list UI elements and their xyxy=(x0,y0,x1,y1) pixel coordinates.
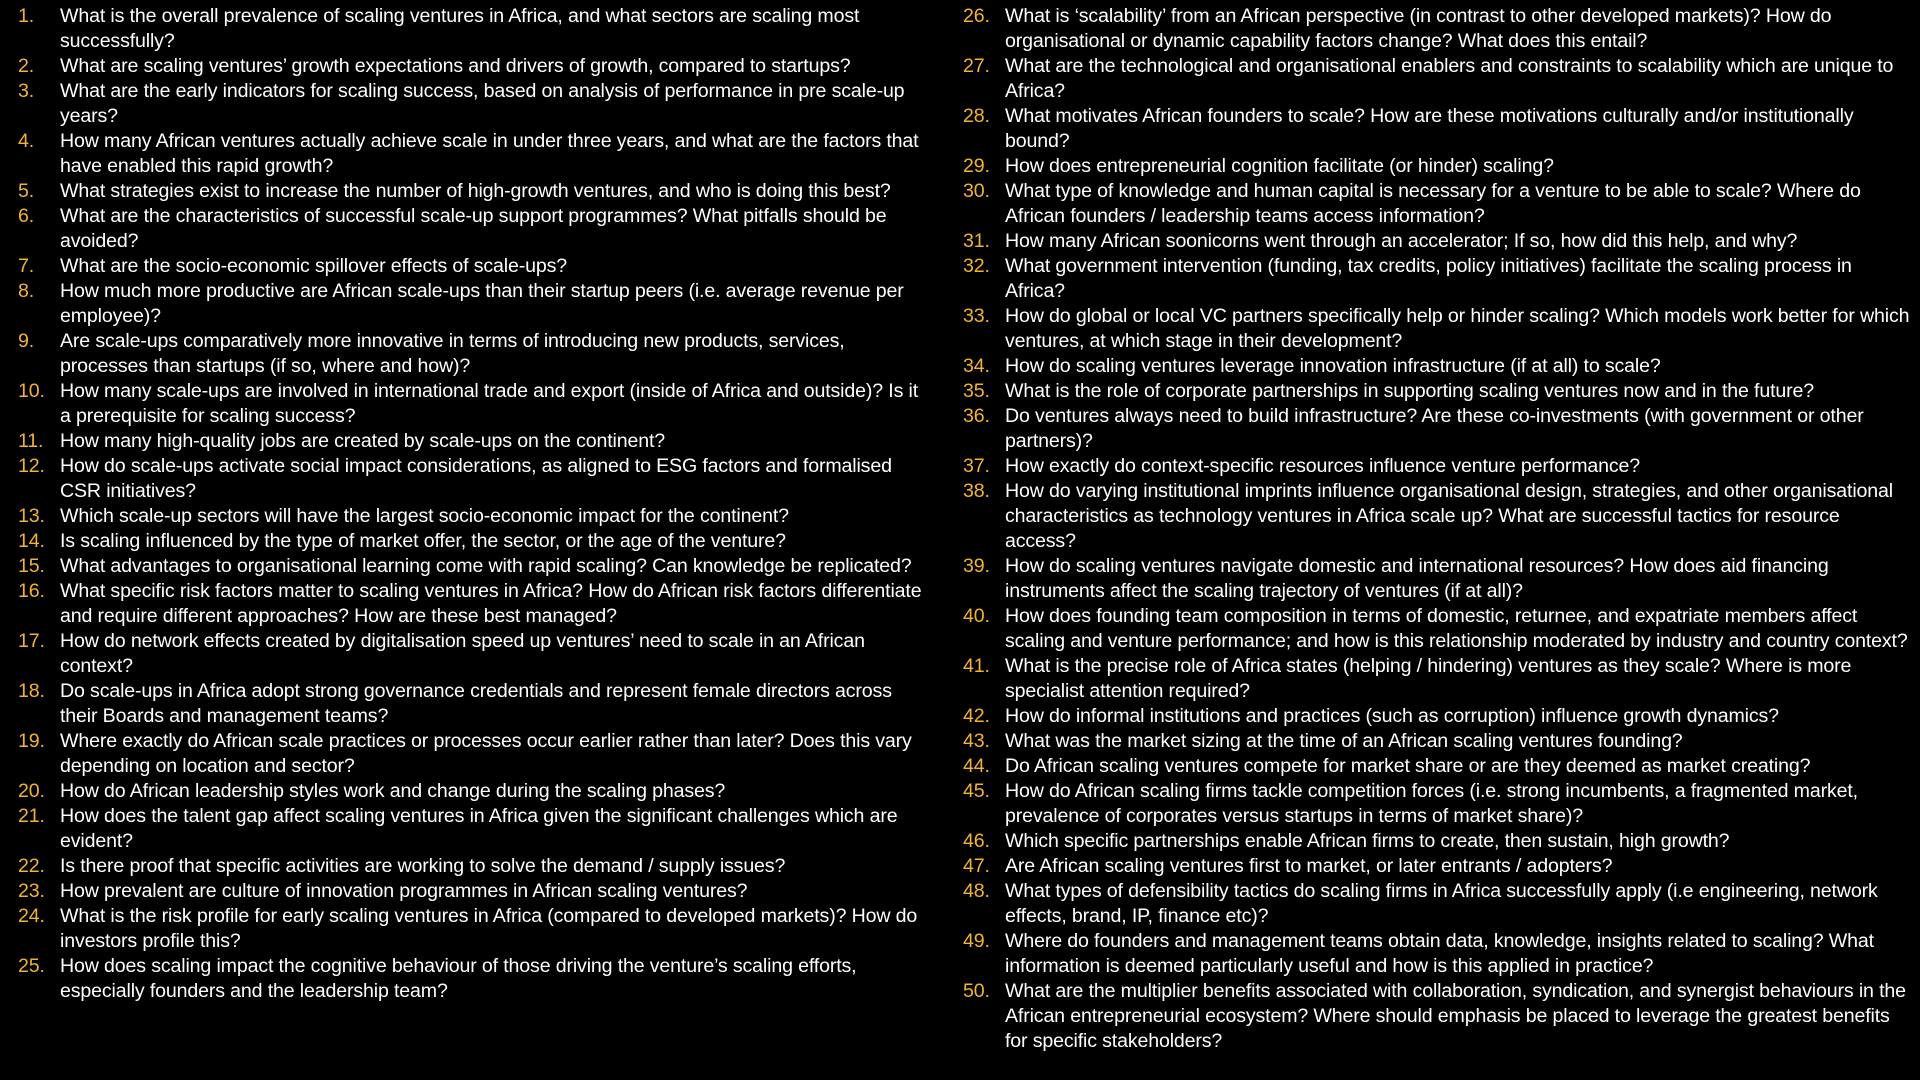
question-item xyxy=(18,779,933,804)
question-text: What type of knowledge and human capital is necessary for a venture to be able to scale? Where do African founders / leadership teams access information? xyxy=(1005,180,1861,227)
question-list-left xyxy=(18,4,933,1004)
question-text: How do African scaling firms tackle competition forces (i.e. strong incumbents, a fragmented market, prevalence of corporates versus startups in terms of market share)? xyxy=(1005,780,1858,827)
question-item xyxy=(963,829,1913,854)
question-number: 38. xyxy=(963,480,990,502)
question-text: What are the technological and organisational enablers and constraints to scalability which are unique to Africa? xyxy=(1005,55,1894,102)
question-item xyxy=(18,454,933,504)
question-number: 11. xyxy=(18,430,44,452)
question-item xyxy=(18,904,933,954)
question-item xyxy=(963,979,1913,1054)
question-text: Do scale-ups in Africa adopt strong governance credentials and represent female directors across their Boards and management teams? xyxy=(60,680,892,727)
question-text: How do varying institutional imprints influence organisational design, strategies, and other organisational characteristics as technology ventures in Africa scale up? What are successful tactics for resource access? xyxy=(1005,480,1893,552)
question-item xyxy=(963,854,1913,879)
question-number: 41. xyxy=(963,655,990,677)
question-item xyxy=(18,279,933,329)
question-text: How does the talent gap affect scaling ventures in Africa given the significant challenges which are evident? xyxy=(60,805,898,852)
question-number: 50. xyxy=(963,980,990,1002)
question-number: 43. xyxy=(963,730,990,752)
question-number: 32. xyxy=(963,255,990,277)
question-text: What is the precise role of Africa states (helping / hindering) ventures as they scale? Where is more specialist attention required? xyxy=(1005,655,1852,702)
question-item xyxy=(18,54,933,79)
question-item xyxy=(18,529,933,554)
question-item xyxy=(18,129,933,179)
question-item xyxy=(18,554,933,579)
question-item xyxy=(18,879,933,904)
question-item xyxy=(18,4,933,54)
question-item xyxy=(963,254,1913,304)
question-item xyxy=(963,229,1913,254)
question-number: 45. xyxy=(963,780,990,802)
question-item xyxy=(18,679,933,729)
question-text: How many scale-ups are involved in international trade and export (inside of Africa and outside)? Is it a prerequisite for scaling success? xyxy=(60,380,919,427)
question-text: How do scaling ventures leverage innovation infrastructure (if at all) to scale? xyxy=(1005,355,1661,377)
question-text: What advantages to organisational learning come with rapid scaling? Can knowledge be replicated? xyxy=(60,555,912,577)
question-number: 40. xyxy=(963,605,990,627)
question-number: 30. xyxy=(963,180,990,202)
question-item xyxy=(963,404,1913,454)
question-item xyxy=(963,454,1913,479)
question-item xyxy=(963,779,1913,829)
question-item xyxy=(18,79,933,129)
question-text: What is the role of corporate partnerships in supporting scaling ventures now and in the future? xyxy=(1005,380,1815,402)
question-text: What are the early indicators for scaling success, based on analysis of performance in pre scale-up years? xyxy=(60,80,905,127)
question-number: 25. xyxy=(18,955,45,977)
question-item xyxy=(18,379,933,429)
question-item xyxy=(963,179,1913,229)
question-text: How does scaling impact the cognitive behaviour of those driving the venture’s scaling efforts, especially founders and the leadership team? xyxy=(60,955,857,1002)
question-text: What is the risk profile for early scaling ventures in Africa (compared to developed markets)? How do investors profile this? xyxy=(60,905,918,952)
question-list-right xyxy=(963,4,1913,1054)
question-number: 17. xyxy=(18,630,45,652)
question-text: What are the multiplier benefits associated with collaboration, syndication, and synergist behaviours in the African entrepreneurial ecosystem? Where should emphasis be placed to leverage the greatest benefits for specific stakeholders? xyxy=(1005,980,1906,1052)
question-number: 47. xyxy=(963,855,990,877)
question-number: 42. xyxy=(963,705,990,727)
question-item xyxy=(963,304,1913,354)
question-item xyxy=(18,504,933,529)
question-text: Where do founders and management teams obtain data, knowledge, insights related to scaling? What information is deemed particularly useful and how is this applied in practice? xyxy=(1005,930,1874,977)
question-text: Is there proof that specific activities are working to solve the demand / supply issues? xyxy=(60,855,786,877)
question-text: How much more productive are African scale-ups than their startup peers (i.e. average revenue per employee)? xyxy=(60,280,904,327)
question-number: 29. xyxy=(963,155,990,177)
question-item xyxy=(963,929,1913,979)
question-number: 10. xyxy=(18,380,45,402)
question-text: What was the market sizing at the time of an African scaling ventures founding? xyxy=(1005,730,1683,752)
question-item xyxy=(18,204,933,254)
question-number: 7. xyxy=(18,255,35,277)
question-number: 4. xyxy=(18,130,35,152)
question-number: 19. xyxy=(18,730,45,752)
question-text: What types of defensibility tactics do scaling firms in Africa successfully apply (i.e engineering, network effects, brand, IP, finance etc)? xyxy=(1005,880,1878,927)
question-number: 20. xyxy=(18,780,45,802)
question-text: How does founding team composition in terms of domestic, returnee, and expatriate members affect scaling and venture performance; and how is this relationship moderated by industry and country context? xyxy=(1005,605,1908,652)
question-number: 24. xyxy=(18,905,45,927)
question-text: How many African soonicorns went through an accelerator; If so, how did this help, and why? xyxy=(1005,230,1798,252)
question-item xyxy=(18,254,933,279)
question-number: 27. xyxy=(963,55,990,77)
question-text: Are scale-ups comparatively more innovative in terms of introducing new products, services, processes than startups (if so, where and how)? xyxy=(60,330,845,377)
question-number: 16. xyxy=(18,580,45,602)
question-text: How many high-quality jobs are created by scale-ups on the continent? xyxy=(60,430,666,452)
question-number: 35. xyxy=(963,380,990,402)
question-number: 31. xyxy=(963,230,990,252)
question-text: What is ‘scalability’ from an African perspective (in contrast to other developed markets)? How do organisational or dynamic capability factors change? What does this entail? xyxy=(1005,5,1832,52)
question-text: Are African scaling ventures first to market, or later entrants / adopters? xyxy=(1005,855,1613,877)
question-number: 3. xyxy=(18,80,35,102)
question-item xyxy=(963,379,1913,404)
question-number: 13. xyxy=(18,505,45,527)
question-text: How do African leadership styles work and change during the scaling phases? xyxy=(60,780,726,802)
question-text: Is scaling influenced by the type of market offer, the sector, or the age of the venture? xyxy=(60,530,786,552)
question-text: What are the characteristics of successful scale-up support programmes? What pitfalls should be avoided? xyxy=(60,205,887,252)
question-item xyxy=(18,954,933,1004)
question-item xyxy=(963,879,1913,929)
question-text: How many African ventures actually achieve scale in under three years, and what are the factors that have enabled this rapid growth? xyxy=(60,130,919,177)
question-item xyxy=(963,154,1913,179)
question-text: Where exactly do African scale practices or processes occur earlier rather than later? Does this vary depending on location and sector? xyxy=(60,730,912,777)
question-number: 9. xyxy=(18,330,35,352)
question-number: 14. xyxy=(18,530,45,552)
question-text: How do global or local VC partners specifically help or hinder scaling? Which models work better for which ventures, at which stage in their development? xyxy=(1005,305,1910,352)
question-text: What motivates African founders to scale? How are these motivations culturally and/or institutionally bound? xyxy=(1005,105,1854,152)
question-text: How do network effects created by digitalisation speed up ventures’ need to scale in an African context? xyxy=(60,630,865,677)
question-number: 12. xyxy=(18,455,45,477)
question-text: What is the overall prevalence of scaling ventures in Africa, and what sectors are scaling most successfully? xyxy=(60,5,860,52)
question-item xyxy=(963,554,1913,604)
question-number: 33. xyxy=(963,305,990,327)
question-item xyxy=(963,4,1913,54)
question-item xyxy=(963,54,1913,104)
question-number: 49. xyxy=(963,930,990,952)
question-number: 37. xyxy=(963,455,990,477)
question-item xyxy=(963,479,1913,554)
question-number: 21. xyxy=(18,805,45,827)
question-text: What are the socio-economic spillover effects of scale-ups? xyxy=(60,255,567,277)
question-number: 26. xyxy=(963,5,990,27)
question-item xyxy=(18,329,933,379)
question-number: 15. xyxy=(18,555,45,577)
question-number: 5. xyxy=(18,180,35,202)
question-text: How prevalent are culture of innovation programmes in African scaling ventures? xyxy=(60,880,748,902)
question-number: 48. xyxy=(963,880,990,902)
question-item xyxy=(963,354,1913,379)
question-number: 23. xyxy=(18,880,45,902)
question-text: How do scaling ventures navigate domestic and international resources? How does aid financing instruments affect the scaling trajectory of ventures (if at all)? xyxy=(1005,555,1829,602)
question-number: 22. xyxy=(18,855,45,877)
question-text: Which specific partnerships enable African firms to create, then sustain, high growth? xyxy=(1005,830,1730,852)
question-number: 18. xyxy=(18,680,45,702)
question-text: What specific risk factors matter to scaling ventures in Africa? How do African risk factors differentiate and require different approaches? How are these best managed? xyxy=(60,580,922,627)
question-item xyxy=(18,804,933,854)
question-number: 36. xyxy=(963,405,990,427)
question-item xyxy=(963,604,1913,654)
question-text: Do ventures always need to build infrastructure? Are these co-investments (with government or other partners)? xyxy=(1005,405,1864,452)
question-item xyxy=(963,654,1913,704)
question-text: How exactly do context-specific resources influence venture performance? xyxy=(1005,455,1641,477)
question-number: 39. xyxy=(963,555,990,577)
question-item xyxy=(18,729,933,779)
question-item xyxy=(963,729,1913,754)
question-text: How does entrepreneurial cognition facilitate (or hinder) scaling? xyxy=(1005,155,1554,177)
question-text: Do African scaling ventures compete for market share or are they deemed as market creating? xyxy=(1005,755,1811,777)
question-item xyxy=(18,629,933,679)
question-item xyxy=(18,179,933,204)
question-text: What are scaling ventures’ growth expectations and drivers of growth, compared to startups? xyxy=(60,55,851,77)
question-number: 2. xyxy=(18,55,35,77)
question-number: 8. xyxy=(18,280,35,302)
question-text: How do scale-ups activate social impact considerations, as aligned to ESG factors and formalised CSR initiatives? xyxy=(60,455,892,502)
question-item xyxy=(18,429,933,454)
question-number: 1. xyxy=(18,5,35,27)
question-number: 34. xyxy=(963,355,990,377)
question-item xyxy=(963,704,1913,729)
question-text: What government intervention (funding, tax credits, policy initiatives) facilitate the scaling process in Africa? xyxy=(1005,255,1852,302)
question-item xyxy=(18,854,933,879)
question-item xyxy=(18,579,933,629)
question-item xyxy=(963,104,1913,154)
question-number: 46. xyxy=(963,830,990,852)
question-number: 28. xyxy=(963,105,990,127)
question-text: Which scale-up sectors will have the largest socio-economic impact for the continent? xyxy=(60,505,789,527)
question-item xyxy=(963,754,1913,779)
question-text: What strategies exist to increase the number of high-growth ventures, and who is doing this best? xyxy=(60,180,891,202)
question-number: 6. xyxy=(18,205,35,227)
question-number: 44. xyxy=(963,755,990,777)
question-text: How do informal institutions and practices (such as corruption) influence growth dynamics? xyxy=(1005,705,1779,727)
